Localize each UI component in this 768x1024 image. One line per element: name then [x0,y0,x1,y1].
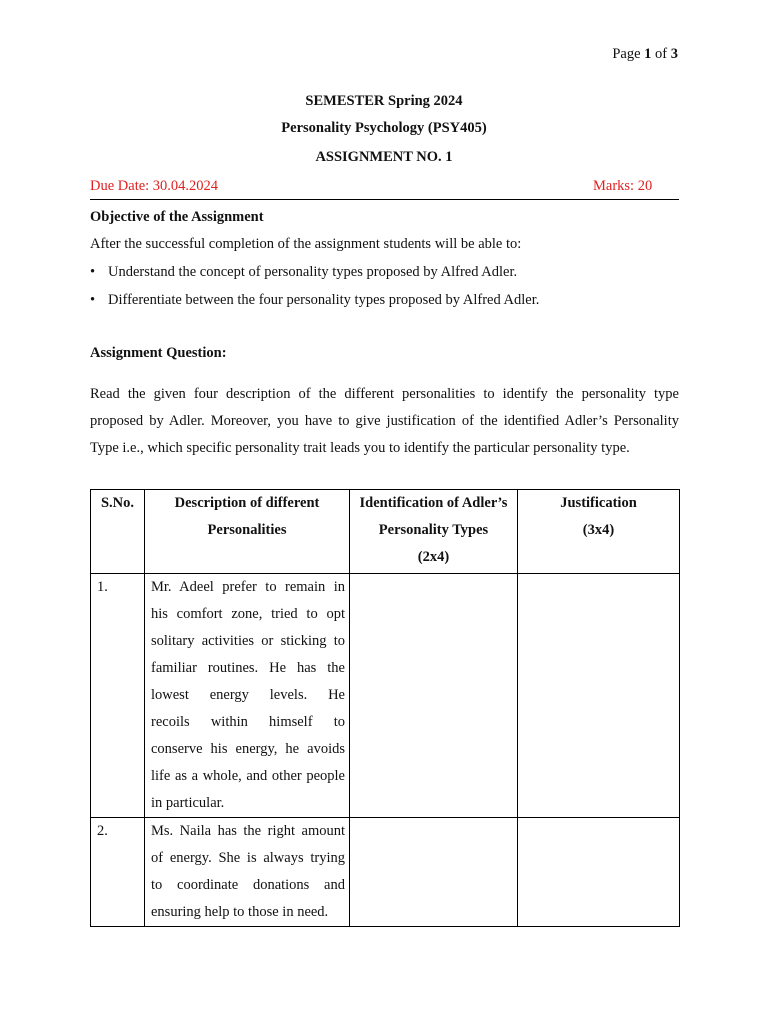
description-line: conserve his energy, he avoids [151,741,345,757]
row-description [145,574,350,818]
bullet-text: Understand the concept of personality types proposed by Alfred Adler. [108,264,518,280]
question-line: Type i.e., which specific personality trait leads you to identify the particular personality type. [90,440,630,456]
row-description [145,818,350,927]
due-date: Due Date: 30.04.2024 [90,178,219,194]
row-sno: 1. [91,574,145,818]
description-line: his comfort zone, tried to opt [151,606,345,622]
description-line: recoils within himself to [151,714,345,730]
description-line: in particular. [151,795,225,811]
description-line: life as a whole, and other people [151,768,345,784]
header-justification-line: (3x4) [582,522,615,538]
description-line: Mr. Adeel prefer to remain in [151,579,345,595]
question-heading: Assignment Question: [90,345,227,361]
bullet-icon: • [90,292,96,308]
page-number [612,46,678,63]
page-total: 3 [670,46,678,62]
row-justification-cell[interactable] [518,574,680,818]
bullet-icon: • [90,264,96,280]
table-header-row [91,490,680,574]
marks: Marks: 20 [593,178,653,194]
table-row [91,574,680,818]
objective-heading: Objective of the Assignment [90,209,264,225]
row-justification-cell[interactable] [518,818,680,927]
page-of: of [655,46,668,62]
bullet-text: Differentiate between the four personality types proposed by Alfred Adler. [108,292,540,308]
description-line: of energy. She is always trying [151,850,345,866]
row-identification-cell[interactable] [350,574,518,818]
row-identification-cell[interactable] [350,818,518,927]
row-sno: 2. [91,818,145,927]
header-description-line: Personalities [207,522,287,538]
semester-title: SEMESTER Spring 2024 [305,93,463,109]
header-justification [518,490,680,574]
description-line: lowest energy levels. He [151,687,345,703]
header-identification-line: Personality Types [378,522,489,538]
assignment-table [90,489,680,927]
question-paragraph [90,381,679,462]
page-prefix: Page [612,46,641,62]
description-line: familiar routines. He has the [151,660,345,676]
objective-intro: After the successful completion of the assignment students will be able to: [90,236,522,252]
course-title: Personality Psychology (PSY405) [281,120,487,136]
question-line: Read the given four description of the different personalities to identify the personality type [90,386,679,402]
header-description-line: Description of different [174,495,320,511]
question-line: proposed by Adler. Moreover, you have to give justification of the identified Adler’s Personality [90,413,679,429]
header-identification [350,490,518,574]
table-row [91,818,680,927]
header-identification-line: (2x4) [417,549,450,565]
description-line: Ms. Naila has the right amount [151,823,345,839]
due-marks-row [90,178,679,200]
description-line: ensuring help to those in need. [151,904,329,920]
header-sno: S.No. [91,490,145,574]
header-justification-line: Justification [560,495,637,511]
header-identification-line: Identification of Adler’s [359,495,508,511]
header-description [145,490,350,574]
description-line: to coordinate donations and [151,877,345,893]
page-current: 1 [644,46,652,62]
assignment-title: ASSIGNMENT NO. 1 [315,149,453,165]
description-line: solitary activities or sticking to [151,633,345,649]
